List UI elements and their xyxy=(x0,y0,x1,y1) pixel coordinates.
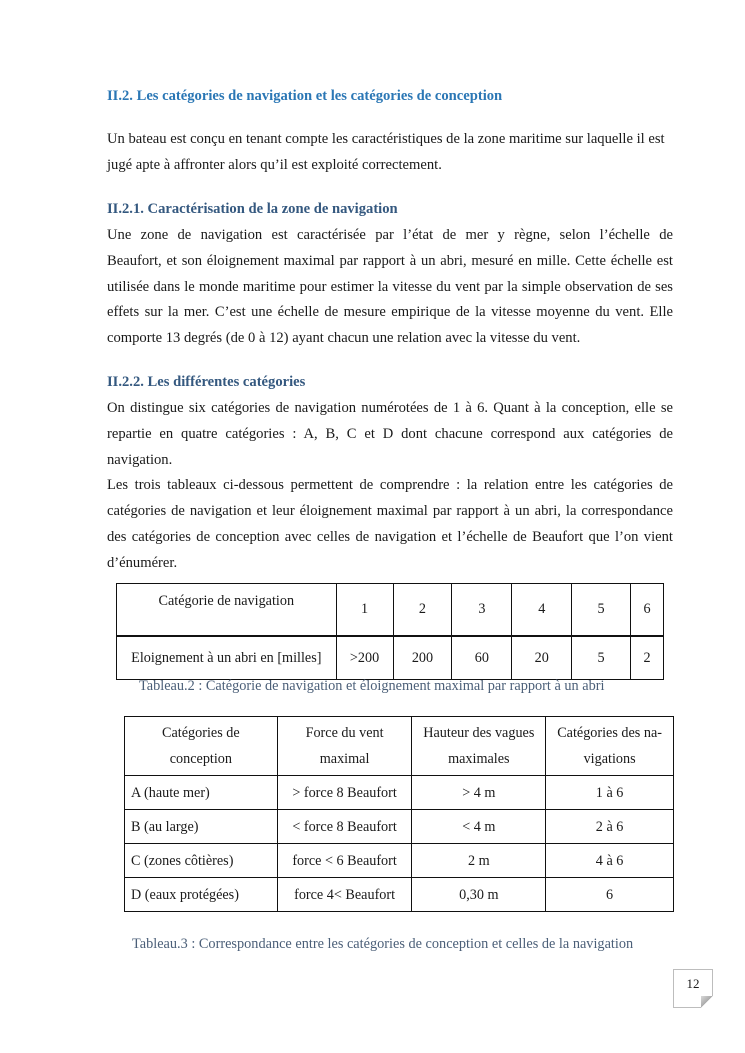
table-cell: 2 à 6 xyxy=(546,810,674,844)
subsection-heading-2: II.2.2. Les différentes catégories xyxy=(107,374,306,390)
table-cell: B (au large) xyxy=(125,810,278,844)
text-line: comporte 13 degrés (de 0 à 12) ayant chacun une relation avec la vitesse du vent. xyxy=(107,330,581,347)
text-line: Les trois tableaux ci-dessous permettent de comprendre : la relation entre les catégories de xyxy=(107,477,673,494)
table-cell: 5 xyxy=(572,584,631,637)
table-cell: 2 xyxy=(631,636,664,680)
table-row xyxy=(125,810,674,844)
table-3-caption: Tableau.3 : Correspondance entre les catégories de conception et celles de la navigation xyxy=(132,936,634,952)
table-cell: 1 xyxy=(336,584,393,637)
table-cell: 1 à 6 xyxy=(546,776,674,810)
table-cell: 200 xyxy=(393,636,452,680)
text-line: Beaufort, et son éloignement maximal par rapport à un abri, mesuré en mille. Cette échelle est xyxy=(107,252,673,269)
table-cell: force 4< Beaufort xyxy=(277,878,412,912)
table-cell: C (zones côtières) xyxy=(125,844,278,878)
table-cell: 20 xyxy=(512,636,572,680)
table-header-row xyxy=(125,717,674,776)
text-line: Un bateau est conçu en tenant compte les caractéristiques de la zone maritime sur laquelle il est xyxy=(107,131,665,147)
page-number-box xyxy=(673,969,713,1008)
table-cell: 6 xyxy=(546,878,674,912)
table-row xyxy=(125,844,674,878)
section-heading: II.2. Les catégories de navigation et les catégories de conception xyxy=(107,88,503,104)
table-cell: A (haute mer) xyxy=(125,776,278,810)
table-cell: 2 xyxy=(393,584,452,637)
table-cell: 0,30 m xyxy=(412,878,546,912)
conception-categories-table xyxy=(124,716,674,912)
table-cell: 3 xyxy=(452,584,512,637)
table-row xyxy=(125,776,674,810)
row-header: Eloignement à un abri en [milles] xyxy=(117,636,337,680)
table-cell: 60 xyxy=(452,636,512,680)
table-row xyxy=(125,878,674,912)
table-cell: 4 à 6 xyxy=(546,844,674,878)
table-cell: D (eaux protégées) xyxy=(125,878,278,912)
subsection-1-paragraph xyxy=(107,223,673,352)
table-cell: force < 6 Beaufort xyxy=(277,844,412,878)
column-header: Hauteur des vagues maximales xyxy=(412,717,546,776)
page-number: 12 xyxy=(686,976,700,991)
text-line: Une zone de navigation est caractérisée par l’état de mer y règne, selon l’échelle de xyxy=(107,227,673,243)
table-cell: 6 xyxy=(631,584,664,637)
text-line: effets sur la mer. C’est une échelle de mesure empirique de la vitesse moyenne du vent. Elle xyxy=(107,304,673,321)
text-line: navigation. xyxy=(107,451,173,468)
table-cell: > force 8 Beaufort xyxy=(277,776,412,810)
table-cell: 2 m xyxy=(412,844,546,878)
text-line: utilisée dans le monde maritime pour estimer la vitesse du vent par la simple observation de ses xyxy=(107,278,673,295)
table-cell: < force 8 Beaufort xyxy=(277,810,412,844)
table-cell: > 4 m xyxy=(412,776,546,810)
table-cell: 5 xyxy=(572,636,631,680)
subsection-heading-1: II.2.1. Caractérisation de la zone de navigation xyxy=(107,201,398,217)
column-header: Catégories des na- vigations xyxy=(546,717,674,776)
table-cell: >200 xyxy=(336,636,393,680)
table-cell: 4 xyxy=(512,584,572,637)
column-header: Catégories de conception xyxy=(125,717,278,776)
column-header: Force du vent maximal xyxy=(277,717,412,776)
intro-paragraph xyxy=(107,127,673,179)
row-header: Catégorie de navigation xyxy=(117,584,337,637)
table-cell: < 4 m xyxy=(412,810,546,844)
text-line: catégories de navigation et leur éloignement maximal par rapport à un abri, la correspondance xyxy=(107,503,673,520)
text-line: repartie en quatre catégories : A, B, C et D dont chacune correspond aux catégories de xyxy=(107,425,673,442)
text-line: jugé apte à affronter alors qu’il est exploité correctement. xyxy=(107,156,442,173)
page-curl-icon xyxy=(701,996,713,1008)
table-row xyxy=(117,584,664,637)
text-line: des catégories de conception avec celles de navigation et l’échelle de Beaufort que l’on vient xyxy=(107,528,673,545)
text-line: d’énumérer. xyxy=(107,554,178,571)
text-line: On distingue six catégories de navigation numérotées de 1 à 6. Quant à la conception, elle se xyxy=(107,400,673,416)
table-2-caption: Tableau.2 : Catégorie de navigation et éloignement maximal par rapport à un abri xyxy=(139,678,605,694)
subsection-2-paragraph xyxy=(107,396,673,577)
table-row xyxy=(117,636,664,680)
navigation-distance-table xyxy=(116,583,664,680)
